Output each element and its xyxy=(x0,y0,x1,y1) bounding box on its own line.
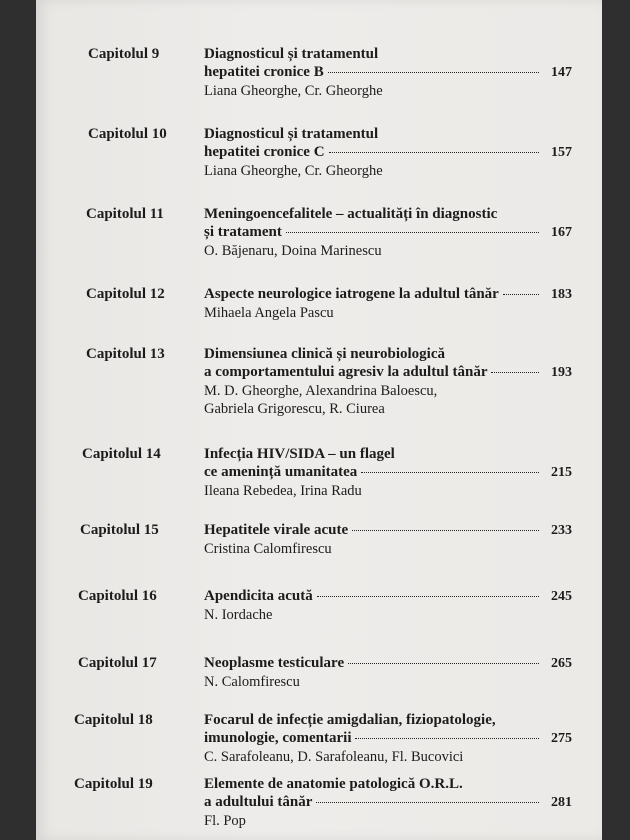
chapter-label: Capitolul 18 xyxy=(74,712,153,728)
chapter-label: Capitolul 16 xyxy=(78,588,157,604)
authors-line: Liana Gheorghe, Cr. Gheorghe xyxy=(204,163,383,179)
entry-body xyxy=(204,445,572,500)
entry-body xyxy=(204,587,572,624)
chapter-title-line: ce amenință umanitatea xyxy=(204,464,358,480)
leader-dots xyxy=(328,72,539,73)
chapter-title-line: hepatitei cronice C xyxy=(204,144,325,160)
chapter-title-line: Focarul de infecție amigdalian, fiziopatologie, xyxy=(204,712,496,728)
page-number: 265 xyxy=(551,656,572,671)
chapter-title-row xyxy=(204,143,572,162)
chapter-title-row xyxy=(204,223,572,242)
chapter-title-line: Infecția HIV/SIDA – un flagel xyxy=(204,446,395,462)
chapter-label: Capitolul 9 xyxy=(88,46,160,62)
authors-line: N. Iordache xyxy=(204,607,273,623)
authors-line: Fl. Pop xyxy=(204,813,246,829)
page-number: 157 xyxy=(551,145,572,160)
authors-line: N. Calomfirescu xyxy=(204,674,300,690)
leader-dots xyxy=(503,294,539,295)
leader-dots xyxy=(286,232,539,233)
chapter-title-line: hepatitei cronice B xyxy=(204,64,324,80)
chapter-title-line: Meningoencefalitele – actualități în diagnostic xyxy=(204,206,498,222)
book-page xyxy=(36,0,602,840)
chapter-title-row xyxy=(204,463,572,482)
chapter-label: Capitolul 11 xyxy=(86,206,164,222)
chapter-title-row xyxy=(204,521,572,540)
page-number: 183 xyxy=(551,287,572,302)
chapter-title-row xyxy=(204,63,572,82)
chapter-label: Capitolul 19 xyxy=(74,776,153,792)
chapter-title-line: a comportamentului agresiv la adultul tânăr xyxy=(204,364,488,380)
entry-body xyxy=(204,345,572,418)
chapter-label: Capitolul 13 xyxy=(86,346,165,362)
chapter-title-row xyxy=(204,587,572,606)
chapter-label: Capitolul 10 xyxy=(88,126,167,142)
authors-line: C. Sarafoleanu, D. Sarafoleanu, Fl. Bucovici xyxy=(204,749,464,765)
entry-body xyxy=(204,45,572,100)
page-number: 245 xyxy=(551,589,572,604)
chapter-title-row xyxy=(204,729,572,748)
entry-body xyxy=(204,654,572,691)
page-number: 233 xyxy=(551,523,572,538)
chapter-title-line: imunologie, comentarii xyxy=(204,730,352,746)
chapter-title-line: Hepatitele virale acute xyxy=(204,522,349,538)
leader-dots xyxy=(316,802,539,803)
chapter-label: Capitolul 15 xyxy=(80,522,159,538)
chapter-title-line: Diagnosticul și tratamentul xyxy=(204,46,379,62)
page-number: 215 xyxy=(551,465,572,480)
chapter-title-line: și tratament xyxy=(204,224,282,240)
chapter-label: Capitolul 17 xyxy=(78,655,157,671)
leader-dots xyxy=(348,663,539,664)
chapter-title-row xyxy=(204,363,572,382)
entry-body xyxy=(204,711,572,766)
authors-line: Gabriela Grigorescu, R. Ciurea xyxy=(204,401,385,417)
chapter-label: Capitolul 14 xyxy=(82,446,161,462)
leader-dots xyxy=(317,596,539,597)
chapter-title-row xyxy=(204,654,572,673)
chapter-title-row xyxy=(204,285,572,304)
page-number: 147 xyxy=(551,65,572,80)
chapter-title-line: a adultului tânăr xyxy=(204,794,313,810)
authors-line: M. D. Gheorghe, Alexandrina Baloescu, xyxy=(204,383,438,399)
chapter-label: Capitolul 12 xyxy=(86,286,165,302)
entry-body xyxy=(204,285,572,322)
authors-line: Ileana Rebedea, Irina Radu xyxy=(204,483,362,499)
page-number: 193 xyxy=(551,365,572,380)
leader-dots xyxy=(329,152,539,153)
chapter-title-line: Diagnosticul și tratamentul xyxy=(204,126,379,142)
leader-dots xyxy=(361,472,539,473)
entry-body xyxy=(204,205,572,260)
entry-body xyxy=(204,125,572,180)
authors-line: Cristina Calomfirescu xyxy=(204,541,332,557)
authors-line: Liana Gheorghe, Cr. Gheorghe xyxy=(204,83,383,99)
chapter-title-row xyxy=(204,793,572,812)
page-number: 281 xyxy=(551,795,572,810)
leader-dots xyxy=(352,530,539,531)
page-number: 167 xyxy=(551,225,572,240)
chapter-title-line: Neoplasme testiculare xyxy=(204,655,345,671)
leader-dots xyxy=(491,372,539,373)
entry-body xyxy=(204,775,572,830)
chapter-title-line: Elemente de anatomie patologică O.R.L. xyxy=(204,776,463,792)
page-number: 275 xyxy=(551,731,572,746)
authors-line: Mihaela Angela Pascu xyxy=(204,305,334,321)
chapter-title-line: Dimensiunea clinică și neurobiologică xyxy=(204,346,445,362)
chapter-title-line: Apendicita acută xyxy=(204,588,313,604)
chapter-title-line: Aspecte neurologice iatrogene la adultul tânăr xyxy=(204,286,499,302)
leader-dots xyxy=(355,738,539,739)
entry-body xyxy=(204,521,572,558)
authors-line: O. Băjenaru, Doina Marinescu xyxy=(204,243,382,259)
